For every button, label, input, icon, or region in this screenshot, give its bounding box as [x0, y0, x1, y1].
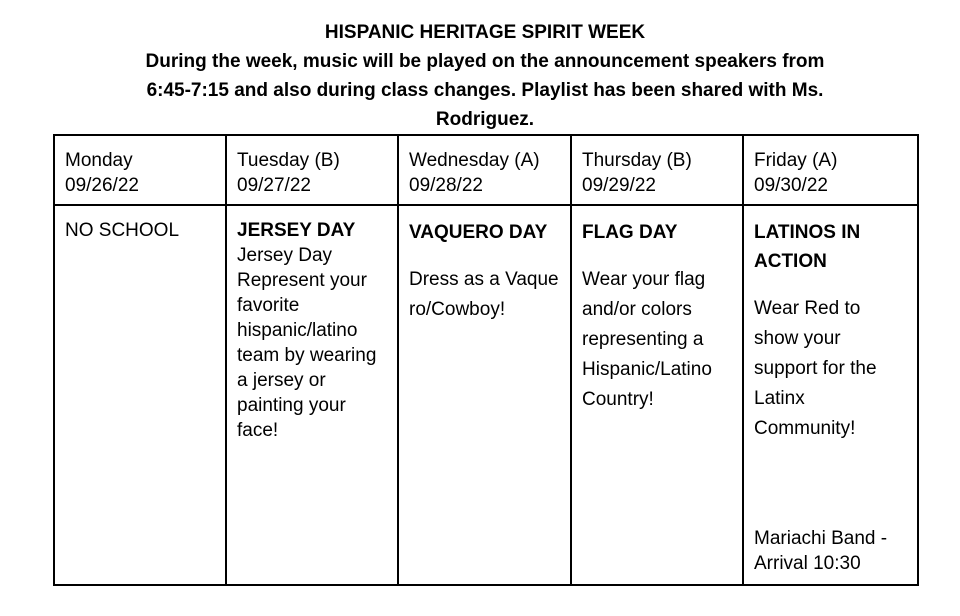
event-title: LATINOS IN ACTION	[754, 222, 861, 272]
page-title: HISPANIC HERITAGE SPIRIT WEEK	[324, 22, 646, 43]
table-header-row	[54, 135, 918, 205]
day-date: 09/28/22	[409, 175, 483, 196]
event-description: Dress as a Vaquero/Cowboy!	[409, 269, 559, 320]
event-description: Wear your flag and/or colors representing a Hispanic/Latino Country!	[582, 269, 712, 410]
spacer	[754, 276, 909, 294]
event-description: Represent your favorite hispanic/latino team by wearing a jersey or painting your face!	[237, 270, 377, 441]
header-note-line-3: Rodriguez.	[435, 109, 535, 130]
day-header-tuesday	[226, 135, 398, 205]
event-title: VAQUERO DAY	[409, 222, 548, 243]
event-subtitle: Jersey Day	[237, 245, 333, 266]
day-date: 09/29/22	[582, 175, 656, 196]
event-cell-monday	[54, 205, 226, 585]
spacer	[582, 247, 734, 265]
day-header-wednesday	[398, 135, 571, 205]
event-note: Mariachi Band - Arrival 10:30	[754, 528, 888, 574]
event-text: NO SCHOOL	[65, 220, 180, 241]
event-cell-wednesday	[398, 205, 571, 585]
day-name: Tuesday (B)	[237, 150, 340, 171]
event-title: FLAG DAY	[582, 222, 678, 243]
event-cell-friday	[743, 205, 918, 585]
header-note-line-1: During the week, music will be played on the announcement speakers from	[145, 51, 825, 72]
event-description: Wear Red to show your support for the Latinx Community!	[754, 298, 877, 439]
document-header	[60, 18, 910, 134]
event-cell-thursday	[571, 205, 743, 585]
day-name: Friday (A)	[754, 150, 838, 171]
day-header-friday	[743, 135, 918, 205]
day-header-monday	[54, 135, 226, 205]
day-date: 09/27/22	[237, 175, 311, 196]
day-name: Thursday (B)	[582, 150, 692, 171]
day-name: Wednesday (A)	[409, 150, 540, 171]
event-cell-tuesday	[226, 205, 398, 585]
day-date: 09/30/22	[754, 175, 828, 196]
table-events-row	[54, 205, 918, 585]
event-title: JERSEY DAY	[237, 220, 356, 241]
header-note-line-2: 6:45-7:15 and also during class changes. Playlist has been shared with Ms.	[146, 80, 824, 101]
spirit-week-table	[53, 134, 919, 586]
day-date: 09/26/22	[65, 175, 139, 196]
day-name: Monday	[65, 150, 133, 171]
day-header-thursday	[571, 135, 743, 205]
spacer	[409, 247, 562, 265]
